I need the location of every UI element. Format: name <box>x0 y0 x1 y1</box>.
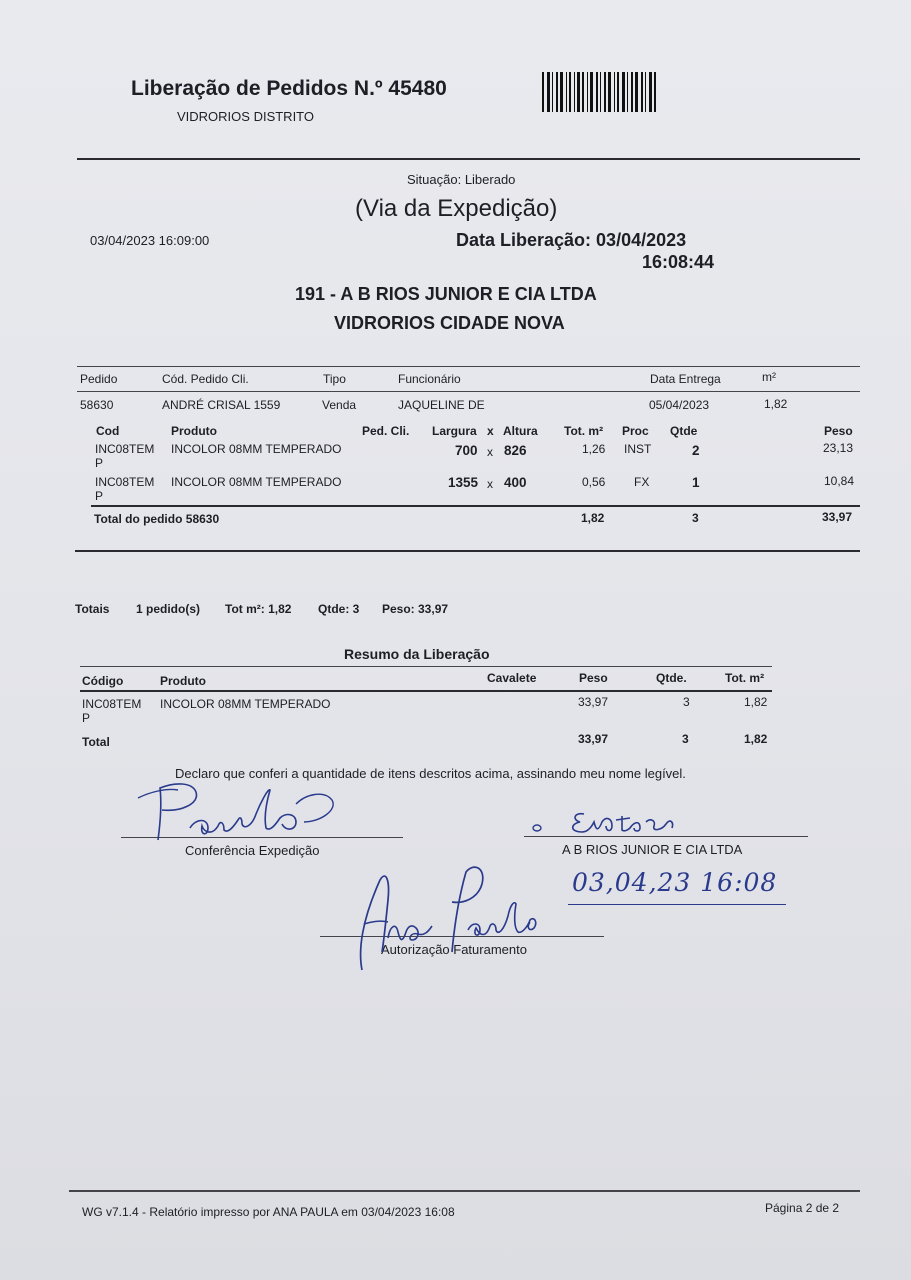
col-header-data-entrega: Data Entrega <box>650 372 721 386</box>
order-data-entrega: 05/04/2023 <box>649 398 710 412</box>
item-2-qtde: 1 <box>692 475 700 490</box>
col-header-funcionario: Funcionário <box>398 372 461 386</box>
item-header-tot-m2: Tot. m² <box>564 424 604 438</box>
totals-qtde: Qtde: 3 <box>318 602 360 616</box>
item-1-proc: INST <box>624 442 652 456</box>
order-total-qtde: 3 <box>692 511 699 525</box>
release-time: 16:08:44 <box>642 252 715 272</box>
company-signature-label: A B RIOS JUNIOR E CIA LTDA <box>562 842 743 857</box>
order-header-rule <box>77 391 860 392</box>
item-1-tot-m2: 1,26 <box>582 442 606 456</box>
order-total-rule <box>91 505 860 507</box>
col-header-cod-cli: Cód. Pedido Cli. <box>162 372 249 386</box>
item-header-proc: Proc <box>622 424 649 438</box>
item-header-x: x <box>487 424 494 438</box>
item-1-altura: 826 <box>504 443 527 458</box>
item-2-proc: FX <box>634 475 650 489</box>
status-text: Situação: Liberado <box>407 172 516 187</box>
footer-page-number: Página 2 de 2 <box>765 1201 840 1215</box>
item-header-ped-cli: Ped. Cli. <box>362 424 410 438</box>
summary-row-tot-m2: 1,82 <box>744 695 768 709</box>
order-tipo: Venda <box>322 398 357 412</box>
summary-header-rule <box>80 690 772 692</box>
store-name: VIDRORIOS CIDADE NOVA <box>334 313 565 333</box>
item-header-cod: Cod <box>96 424 120 438</box>
totals-label: Totais <box>75 602 110 616</box>
summary-row-cod: INC08TEM <box>82 697 142 711</box>
item-2-cod-cont: P <box>95 489 104 503</box>
summary-total-peso: 33,97 <box>578 732 609 746</box>
item-1-x: x <box>487 445 493 459</box>
summary-header-qtde: Qtde. <box>656 671 687 685</box>
autorizacao-label: Autorização Faturamento <box>381 942 527 957</box>
via-label: (Via da Expedição) <box>355 195 558 222</box>
header-divider <box>77 158 860 160</box>
totals-m2: Tot m²: 1,82 <box>225 602 292 616</box>
footer-report-info: WG v7.1.4 - Relatório impresso por ANA PAULA em 03/04/2023 16:08 <box>82 1205 455 1219</box>
item-2-altura: 400 <box>504 475 527 490</box>
summary-row-peso: 33,97 <box>578 695 609 709</box>
item-2-largura: 1355 <box>448 475 479 490</box>
summary-header-produto: Produto <box>160 674 206 688</box>
handwritten-date-underline <box>568 904 786 905</box>
item-1-cod-cont: P <box>95 456 104 470</box>
declaration-text: Declaro que conferi a quantidade de itens descritos acima, assinando meu nome legível. <box>175 766 686 781</box>
order-total-peso: 33,97 <box>822 510 853 524</box>
item-header-peso: Peso <box>824 424 853 438</box>
summary-total-label: Total <box>82 735 110 749</box>
item-2-peso: 10,84 <box>824 474 855 488</box>
handwritten-signature-company <box>522 806 692 838</box>
item-1-largura: 700 <box>455 443 478 458</box>
col-header-pedido: Pedido <box>80 372 118 386</box>
summary-header-cavalete: Cavalete <box>487 671 537 685</box>
summary-header-peso: Peso <box>579 671 608 685</box>
item-1-peso: 23,13 <box>823 441 854 455</box>
item-header-qtde: Qtde <box>670 424 698 438</box>
summary-title: Resumo da Liberação <box>344 646 490 662</box>
summary-row-cod-cont: P <box>82 711 91 725</box>
item-header-altura: Altura <box>503 424 538 438</box>
item-1-produto: INCOLOR 08MM TEMPERADO <box>171 442 342 456</box>
item-header-produto: Produto <box>171 424 217 438</box>
summary-header-codigo: Código <box>82 674 124 688</box>
summary-row-qtde: 3 <box>683 695 690 709</box>
client-name: 191 - A B RIOS JUNIOR E CIA LTDA <box>295 284 597 304</box>
item-1-cod: INC08TEM <box>95 442 155 456</box>
company-subtitle: VIDRORIOS DISTRITO <box>177 109 314 124</box>
order-pedido: 58630 <box>80 398 114 412</box>
order-table-bottom-rule <box>75 550 860 552</box>
summary-header-tot-m2: Tot. m² <box>725 671 765 685</box>
col-header-m2: m² <box>762 370 776 384</box>
handwritten-date: 03,04,23 16:08 <box>572 868 778 897</box>
summary-top-rule <box>80 666 772 667</box>
order-m2: 1,82 <box>764 397 788 411</box>
item-2-tot-m2: 0,56 <box>582 475 606 489</box>
order-total-m2: 1,82 <box>581 511 605 525</box>
handwritten-signature-paula <box>120 770 350 850</box>
order-funcionario: JAQUELINE DE <box>398 398 485 412</box>
handwritten-signature-ana-paula <box>340 860 540 978</box>
item-1-qtde: 2 <box>692 443 700 458</box>
footer-rule <box>69 1190 860 1192</box>
release-date: Data Liberação: 03/04/2023 <box>456 230 687 250</box>
totals-pedidos: 1 pedido(s) <box>136 602 201 616</box>
summary-total-tot-m2: 1,82 <box>744 732 768 746</box>
conferencia-label: Conferência Expedição <box>185 843 320 858</box>
printed-timestamp: 03/04/2023 16:09:00 <box>90 233 210 248</box>
summary-row-produto: INCOLOR 08MM TEMPERADO <box>160 697 331 711</box>
col-header-tipo: Tipo <box>323 372 346 386</box>
item-2-produto: INCOLOR 08MM TEMPERADO <box>171 475 342 489</box>
document-title: Liberação de Pedidos N.º 45480 <box>131 77 447 100</box>
summary-total-qtde: 3 <box>682 732 689 746</box>
item-2-cod: INC08TEM <box>95 475 155 489</box>
barcode <box>542 72 680 112</box>
item-header-largura: Largura <box>432 424 477 438</box>
totals-peso: Peso: 33,97 <box>382 602 449 616</box>
order-cod-cli: ANDRÉ CRISAL 1559 <box>162 398 281 412</box>
order-total-label: Total do pedido 58630 <box>94 512 220 526</box>
item-2-x: x <box>487 477 493 491</box>
order-table-top-rule <box>77 366 860 367</box>
